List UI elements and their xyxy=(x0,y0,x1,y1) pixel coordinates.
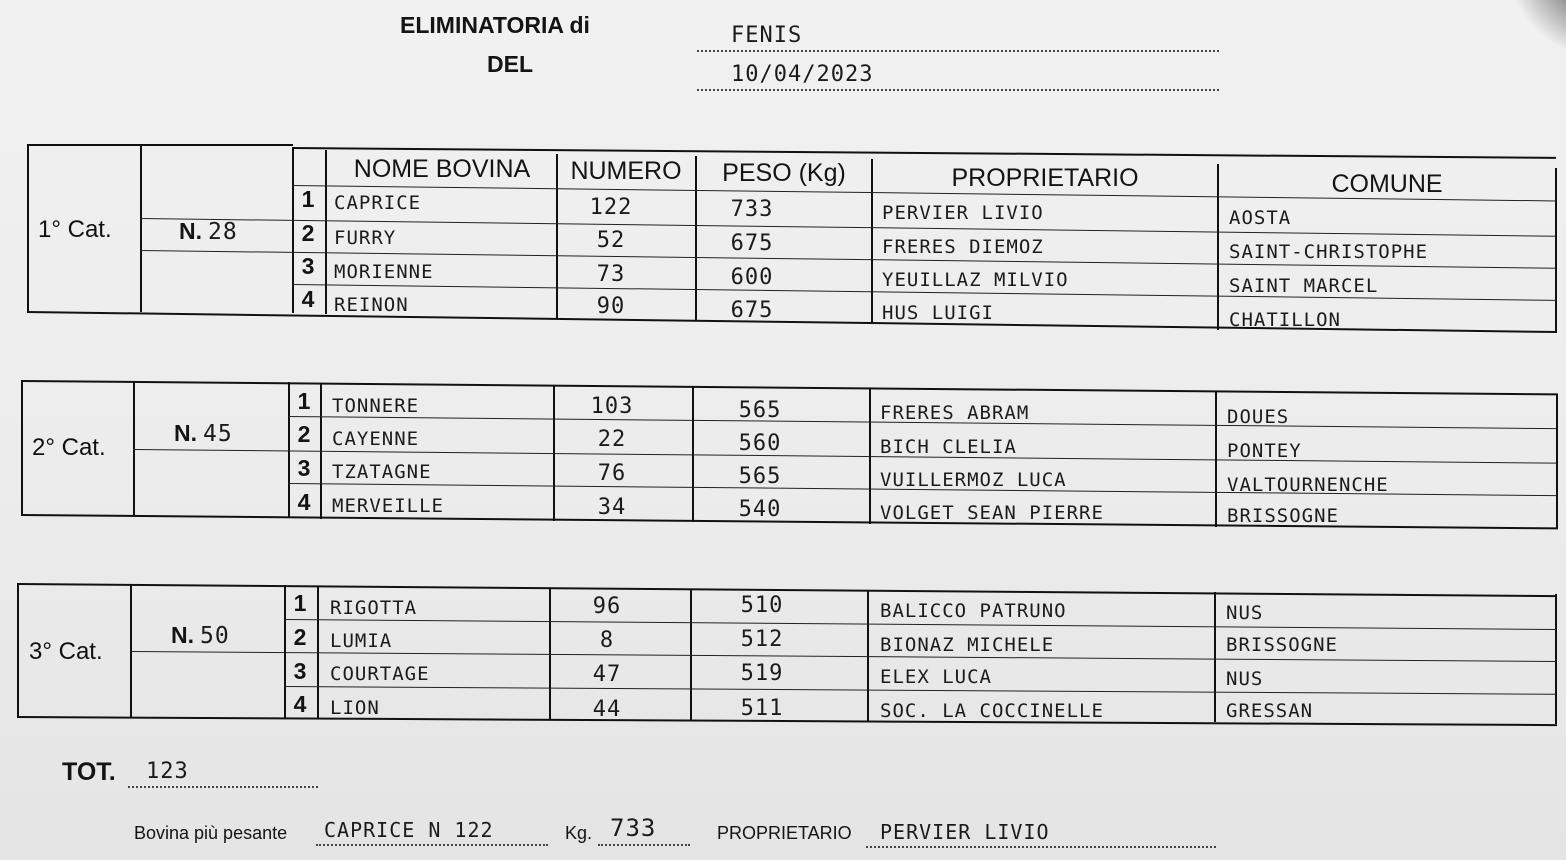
heaviest-cow-label: Bovina più pesante xyxy=(134,823,288,843)
page-corner-shadow xyxy=(1496,0,1566,50)
municipality: BRISSOGNE xyxy=(1227,505,1339,527)
row-number: 2 xyxy=(293,624,307,650)
cow-name: TZATAGNE xyxy=(332,461,432,483)
cow-name: MERVEILLE xyxy=(332,495,444,517)
owner-name: PERVIER LIVIO xyxy=(882,202,1044,224)
row-number: 1 xyxy=(293,590,307,616)
table-border xyxy=(1555,594,1557,724)
count-value: 28 xyxy=(208,219,238,245)
count-label: N. xyxy=(174,420,197,446)
cow-number: 47 xyxy=(592,662,622,687)
cow-weight: 675 xyxy=(730,231,774,256)
owner-name: BICH CLELIA xyxy=(880,436,1017,458)
cow-weight: 540 xyxy=(738,497,782,522)
table-border xyxy=(1555,168,1557,333)
municipality: SAINT MARCEL xyxy=(1229,275,1379,297)
total-label: TOT. xyxy=(62,758,116,786)
table-border xyxy=(17,583,19,717)
category-count xyxy=(174,420,233,447)
municipality: GRESSAN xyxy=(1226,700,1314,722)
cow-weight: 512 xyxy=(740,627,784,652)
cow-name: FURRY xyxy=(334,227,397,249)
category-count xyxy=(179,218,238,245)
owner-name: FRERES ABRAM xyxy=(880,402,1030,424)
cow-name: RIGOTTA xyxy=(330,597,418,619)
table-divider xyxy=(1214,592,1216,722)
table-divider xyxy=(871,159,873,323)
category-label: 1° Cat. xyxy=(38,216,112,243)
cow-weight: 733 xyxy=(730,197,774,222)
table-divider xyxy=(325,150,327,314)
table-border xyxy=(27,144,293,146)
owner-name: BIONAZ MICHELE xyxy=(880,634,1055,656)
category-label: 3° Cat. xyxy=(29,638,103,665)
row-number: 3 xyxy=(297,455,311,481)
kg-value: 733 xyxy=(610,814,657,842)
cow-name: LUMIA xyxy=(330,630,393,652)
cow-name: CAYENNE xyxy=(332,428,420,450)
owner-name: BALICCO PATRUNO xyxy=(880,600,1067,622)
category-label: 2° Cat. xyxy=(32,434,106,461)
row-number: 2 xyxy=(297,421,311,447)
cow-number: 22 xyxy=(597,427,627,452)
cow-number: 8 xyxy=(599,628,615,653)
row-number: 4 xyxy=(297,489,311,515)
count-label: N. xyxy=(179,218,202,244)
row-number: 4 xyxy=(301,286,315,312)
cow-weight: 510 xyxy=(740,593,784,618)
col-header-nome: NOME BOVINA xyxy=(353,155,531,183)
row-number: 3 xyxy=(301,253,315,279)
cow-weight: 565 xyxy=(738,464,782,489)
location-field xyxy=(697,24,1219,52)
cow-name: REINON xyxy=(334,294,409,316)
table-border xyxy=(1556,394,1558,528)
row-number: 2 xyxy=(301,220,315,246)
municipality: SAINT-CHRISTOPHE xyxy=(1229,241,1429,263)
municipality: DOUES xyxy=(1227,406,1290,428)
municipality: VALTOURNENCHE xyxy=(1227,474,1389,496)
cow-weight: 675 xyxy=(730,298,774,323)
table-divider xyxy=(140,146,142,312)
owner-field xyxy=(866,820,1216,848)
cow-weight: 511 xyxy=(740,696,784,721)
eliminatoria-label: ELIMINATORIA di xyxy=(400,12,590,38)
cow-number: 122 xyxy=(589,195,633,220)
table-border xyxy=(21,380,1558,395)
owner-name: SOC. LA COCCINELLE xyxy=(880,700,1104,722)
owner-name: HUS LUIGI xyxy=(882,302,994,324)
cow-number: 76 xyxy=(597,461,627,486)
row-number: 3 xyxy=(293,658,307,684)
cow-name: MORIENNE xyxy=(334,261,434,283)
col-header-proprietario: PROPRIETARIO xyxy=(951,164,1139,192)
cow-weight: 565 xyxy=(738,398,782,423)
category-count xyxy=(171,622,230,649)
cow-number: 34 xyxy=(597,495,627,520)
total-field xyxy=(128,760,318,788)
row-rule xyxy=(130,651,1556,662)
municipality: BRISSOGNE xyxy=(1226,634,1338,656)
col-header-comune: COMUNE xyxy=(1331,170,1443,198)
cow-weight: 560 xyxy=(738,431,782,456)
table-divider xyxy=(695,156,697,320)
owner-name: ELEX LUCA xyxy=(880,666,992,688)
municipality: AOSTA xyxy=(1229,207,1292,229)
cow-number: 96 xyxy=(592,594,622,619)
table-divider xyxy=(292,147,294,313)
cow-number: 52 xyxy=(596,228,626,253)
row-number: 4 xyxy=(293,691,307,717)
cow-name: LION xyxy=(330,697,380,719)
cow-number: 103 xyxy=(590,394,634,419)
heaviest-cow-field xyxy=(316,818,548,846)
municipality: PONTEY xyxy=(1227,440,1302,462)
municipality: CHATILLON xyxy=(1229,309,1341,331)
municipality: NUS xyxy=(1226,602,1264,624)
table-divider xyxy=(1217,164,1219,330)
date-field xyxy=(697,63,1219,91)
col-header-peso: PESO (Kg) xyxy=(722,159,846,187)
heaviest-cow-value: CAPRICE N 122 xyxy=(324,818,494,842)
kg-label: Kg. xyxy=(565,823,593,843)
table-border xyxy=(21,380,23,516)
cow-weight: 519 xyxy=(740,661,784,686)
row-number: 1 xyxy=(297,388,311,414)
date-value: 10/04/2023 xyxy=(731,62,874,87)
cow-number: 44 xyxy=(592,697,622,722)
location-value: FENIS xyxy=(731,23,803,48)
count-value: 45 xyxy=(203,421,233,447)
owner-label: PROPRIETARIO xyxy=(717,823,852,843)
cow-weight: 600 xyxy=(730,265,774,290)
owner-name: FRERES DIEMOZ xyxy=(882,236,1044,258)
total-value: 123 xyxy=(146,759,189,784)
municipality: NUS xyxy=(1226,668,1264,690)
kg-field xyxy=(598,814,690,846)
owner-name: YEUILLAZ MILVIO xyxy=(882,269,1069,291)
count-label: N. xyxy=(171,622,194,648)
cow-number: 90 xyxy=(596,294,626,319)
cow-name: CAPRICE xyxy=(334,192,422,214)
col-header-numero: NUMERO xyxy=(570,157,682,185)
row-number: 1 xyxy=(301,186,315,212)
count-value: 50 xyxy=(200,623,230,649)
cow-name: TONNERE xyxy=(332,395,420,417)
table-border xyxy=(27,144,29,312)
del-label: DEL xyxy=(487,51,533,77)
owner-name: VOLGET SEAN PIERRE xyxy=(880,502,1104,524)
cow-number: 73 xyxy=(596,262,626,287)
owner-value: PERVIER LIVIO xyxy=(880,820,1050,844)
owner-name: VUILLERMOZ LUCA xyxy=(880,469,1067,491)
cow-name: COURTAGE xyxy=(330,663,430,685)
